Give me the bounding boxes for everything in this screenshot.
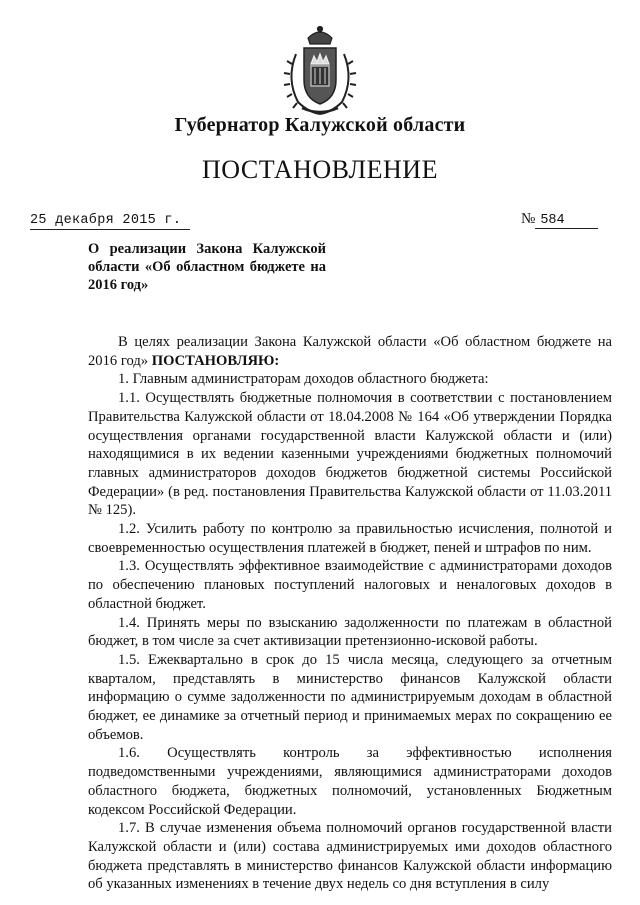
number-value: 584 xyxy=(535,213,598,229)
paragraph-1-7: 1.7. В случае изменения объема полномочий органов государственной власти Калужской области и (или) состава администрируемых ими доходов областного бюджета представлять в министерство финансов Калужской области информацию об указанных изменениях в течение двух недель со дня вступления в силу xyxy=(88,820,612,893)
document-subject: О реализации Закона Калужской области «Об областном бюджете на 2016 год» xyxy=(88,241,326,293)
preamble-paragraph xyxy=(88,333,612,370)
paragraph-1-4: 1.4. Принять меры по взысканию задолженности по платежам в областной бюджет, в том числе за счет активизации претензионно-исковой работы. xyxy=(88,614,612,650)
number-prefix: № xyxy=(521,211,536,227)
paragraph-1-3: 1.3. Осуществлять эффективное взаимодействие с администраторами доходов по обеспечению плановых поступлений налоговых и неналоговых доходов в областной бюджет. xyxy=(88,558,612,612)
document-date: 25 декабря 2015 г. xyxy=(30,213,190,230)
document-body xyxy=(88,333,612,894)
preamble-text: В целях реализации Закона Калужской области «Об областном бюджете на 2016 год» xyxy=(88,334,612,369)
issuing-authority: Губернатор Калужской области xyxy=(174,114,466,136)
document-number xyxy=(521,211,598,229)
coat-of-arms-icon xyxy=(278,24,362,118)
paragraph-1-6: 1.6. Осуществлять контроль за эффективностью исполнения подведомственными учреждениями, являющимися администраторами доходов областного бюджета, бюджетных полномочий, установленных Бюджетным кодексом Российской Федерации. xyxy=(88,745,612,818)
paragraph-1: 1. Главным администраторам доходов областного бюджета: xyxy=(118,371,489,388)
paragraph-1-2: 1.2. Усилить работу по контролю за правильностью исчисления, полнотой и своевременностью осуществления платежей в бюджет, пеней и штрафов по ним. xyxy=(88,521,612,556)
paragraph-1-1: 1.1. Осуществлять бюджетные полномочия в соответствии с постановлением Правительства Калужской области от 18.04.2008 № 164 «Об утверждении Порядка осуществления органами государственной власти Калужской области и (или) находящимися в их ведении казенными учреждениями бюджетных полномочий главных администраторов доходов бюджетов бюджетной системы Российской Федерации» (в ред. постановления Правительства Калужской области от 11.03.2011 № 125). xyxy=(88,390,612,519)
decree-word: ПОСТАНОВЛЯЮ: xyxy=(151,352,280,369)
document-type-heading: ПОСТАНОВЛЕНИЕ xyxy=(202,155,438,184)
paragraph-1-5: 1.5. Ежеквартально в срок до 15 числа месяца, следующего за отчетным кварталом, представлять в министерство финансов Калужской области информацию о сумме задолженности по администрируемым доходам в областной бюджет, ее динамике за отчетный период и принимаемых мерах по сокращению ее объемов. xyxy=(88,651,612,743)
